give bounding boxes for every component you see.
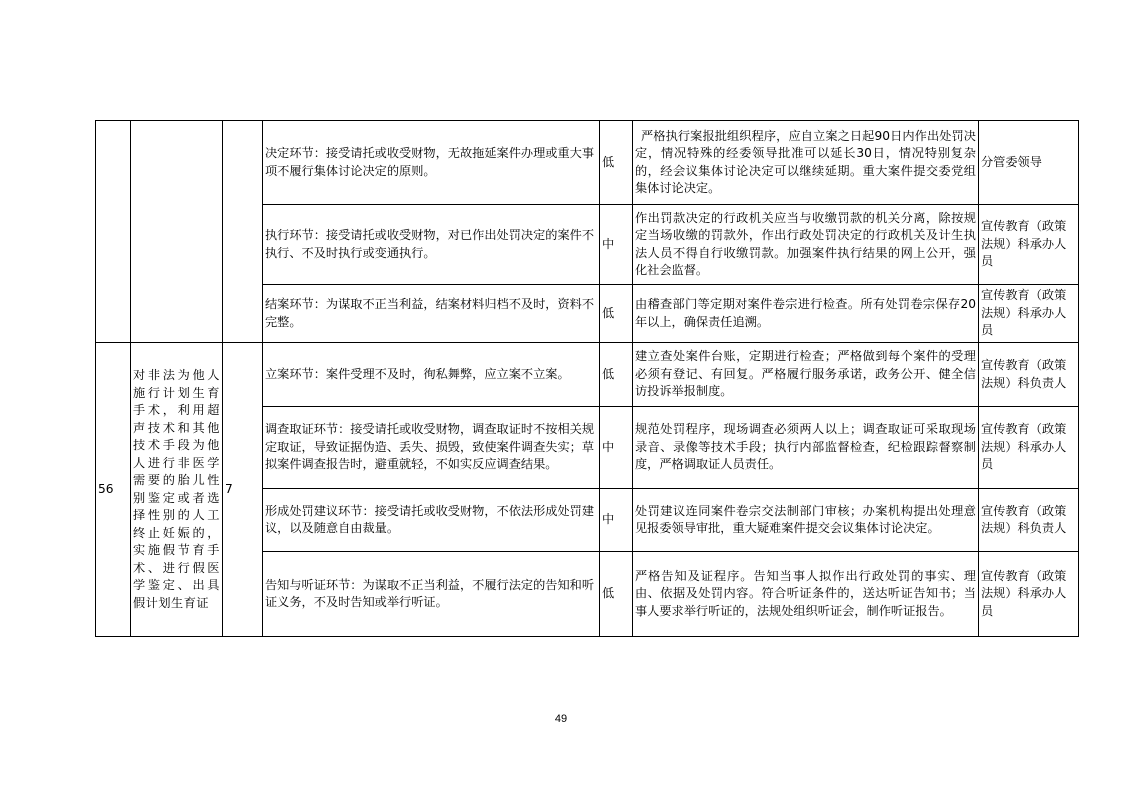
measures-cell: 处罚建议连同案件卷宗交法制部门审核；办案机构提出处理意见报委领导审批，重大疑难案件提交会议集体讨论决定。 [633,489,979,552]
risk-point-count-cell: 7 [223,343,263,637]
risk-level-cell: 低 [600,343,633,407]
stage-cell: 决定环节：接受请托或收受财物，无故拖延案件办理或重大事项不履行集体讨论决定的原则。 [263,121,600,205]
risk-level-cell: 中 [600,489,633,552]
number-cell-empty [96,121,131,343]
responsible-dept-cell: 宣传教育（政策法规）科负责人 [979,343,1079,407]
stage-cell: 执行环节：接受请托或收受财物，对已作出处罚决定的案件不执行、不及时执行或变通执行。 [263,205,600,285]
risk-level-cell: 中 [600,407,633,489]
count-cell-empty [223,121,263,343]
responsible-dept-cell: 宣传教育（政策法规）科承办人员 [979,552,1079,637]
responsible-dept-cell: 宣传教育（政策法规）科负责人 [979,489,1079,552]
measures-cell: 作出罚款决定的行政机关应当与收缴罚款的机关分离，除按规定当场收缴的罚款外，作出行政处罚决定的行政机关及计生执法人员不得自行收缴罚款。加强案件执行结果的网上公开，强化社会监督。 [633,205,979,285]
table-row [96,121,1079,205]
measures-cell: 严格告知及证程序。告知当事人拟作出行政处罚的事实、理由、依据及处罚内容。符合听证条件的，送达听证告知书；当事人要求举行听证的，法规处组织听证会，制作听证报告。 [633,552,979,637]
stage-cell: 形成处罚建议环节：接受请托或收受财物，不依法形成处罚建议，以及随意自由裁量。 [263,489,600,552]
measures-cell [633,121,979,205]
measures-cell: 建立查处案件台账，定期进行检查；严格做到每个案件的受理必须有登记、有回复。严格履行服务承诺，政务公开、健全信访投诉举报制度。 [633,343,979,407]
item-description-cell: 对非法为他人施行计划生育手术，利用超声技术和其他技术手段为他人进行非医学需要的胎儿性别鉴定或者选择性别的人工终止妊娠的，实施假节育手术、进行假医学鉴定、出具假计划生育证 [131,343,223,637]
measures-text: 严格执行案报批组织程序，应自立案之日起90日内作出处罚决定，情况特殊的经委领导批准可以延长30日，情况特别复杂的，经会议集体讨论决定可以继续延期。重大案件提交委党组集体讨论决定。 [635,128,976,195]
responsible-dept-cell: 宣传教育（政策法规）科承办人员 [979,205,1079,285]
risk-table [95,120,1079,637]
page-number: 49 [554,713,568,725]
risk-level-cell: 低 [600,552,633,637]
stage-cell: 结案环节：为谋取不正当利益，结案材料归档不及时，资料不完整。 [263,285,600,343]
measures-cell: 由稽查部门等定期对案件卷宗进行检查。所有处罚卷宗保存20年以上，确保责任追溯。 [633,285,979,343]
responsible-dept-cell: 宣传教育（政策法规）科承办人员 [979,285,1079,343]
stage-cell: 调查取证环节：接受请托或收受财物，调查取证时不按相关规定取证，导致证据伪造、丢失、损毁，致使案件调查失实；草拟案件调查报告时，避重就轻，不如实反应调查结果。 [263,407,600,489]
responsible-dept-cell: 宣传教育（政策法规）科承办人员 [979,407,1079,489]
responsible-dept-cell: 分管委领导 [979,121,1079,205]
stage-cell: 立案环节：案件受理不及时，徇私舞弊，应立案不立案。 [263,343,600,407]
item-number-cell: 56 [96,343,131,637]
stage-cell: 告知与听证环节：为谋取不正当利益，不履行法定的告知和听证义务，不及时告知或举行听证。 [263,552,600,637]
measures-cell: 规范处罚程序，现场调查必须两人以上；调查取证可采取现场录音、录像等技术手段；执行内部监督检查，纪检跟踪督察制度，严格调取证人员责任。 [633,407,979,489]
table-row [96,343,1079,407]
item-cell-empty [131,121,223,343]
risk-level-cell: 中 [600,205,633,285]
risk-level-cell: 低 [600,121,633,205]
risk-level-cell: 低 [600,285,633,343]
